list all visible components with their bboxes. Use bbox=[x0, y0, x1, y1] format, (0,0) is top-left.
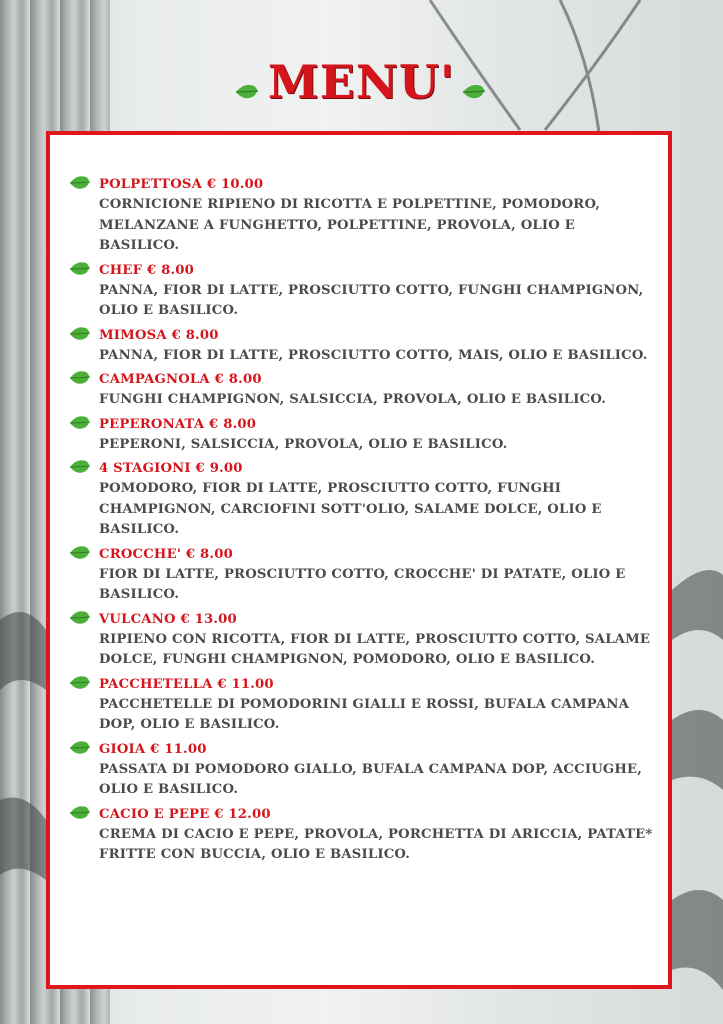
menu-item bbox=[68, 261, 656, 322]
basil-leaf-icon bbox=[68, 260, 94, 282]
basil-leaf-icon bbox=[68, 609, 94, 631]
item-name: MIMOSA € 8.00 bbox=[99, 327, 219, 343]
menu-title-text: MENU' bbox=[267, 55, 456, 109]
basil-leaf-icon bbox=[68, 674, 94, 696]
item-name: 4 STAGIONI € 9.00 bbox=[99, 461, 243, 476]
menu-title bbox=[0, 55, 723, 113]
menu-item bbox=[68, 805, 656, 866]
menu-item bbox=[68, 370, 656, 411]
menu-panel bbox=[46, 131, 672, 989]
basil-leaf-icon bbox=[234, 59, 262, 113]
menu-item bbox=[68, 459, 656, 541]
item-name: CAMPAGNOLA € 8.00 bbox=[99, 372, 262, 387]
item-description: PASSATA DI POMODORO GIALLO, BUFALA CAMPANA DOP, ACCIUGHE, OLIO E BASILICO. bbox=[99, 761, 643, 797]
item-description: RIPIENO CON RICOTTA, FIOR DI LATTE, PROSCIUTTO COTTO, SALAME DOLCE, FUNGHI CHAMPIGNON, POMODORO, OLIO E BASILICO. bbox=[99, 631, 651, 667]
item-description: POMODORO, FIOR DI LATTE, PROSCIUTTO COTTO, FUNGHI CHAMPIGNON, CARCIOFINI SOTT'OLIO, SALAME DOLCE, OLIO E BASILICO. bbox=[99, 481, 602, 537]
basil-leaf-icon bbox=[68, 739, 94, 761]
item-name: POLPETTOSA € 10.00 bbox=[99, 177, 264, 192]
item-name: PACCHETELLA € 11.00 bbox=[99, 676, 274, 692]
menu-item bbox=[68, 326, 656, 367]
menu-item bbox=[68, 675, 656, 736]
item-name: CACIO E PEPE € 12.00 bbox=[99, 806, 271, 822]
item-description: FUNGHI CHAMPIGNON, SALSICCIA, PROVOLA, OLIO E BASILICO. bbox=[99, 392, 607, 407]
basil-leaf-icon bbox=[461, 59, 489, 113]
basil-leaf-icon bbox=[68, 804, 94, 826]
item-name: CHEF € 8.00 bbox=[99, 262, 195, 278]
menu-item bbox=[68, 740, 656, 801]
item-name: VULCANO € 13.00 bbox=[99, 611, 237, 627]
basil-leaf-icon bbox=[68, 369, 94, 391]
item-description: PACCHETELLE DI POMODORINI GIALLI E ROSSI, BUFALA CAMPANA DOP, OLIO E BASILICO. bbox=[99, 696, 630, 732]
menu-item bbox=[68, 175, 656, 257]
basil-leaf-icon bbox=[68, 174, 94, 196]
menu-item bbox=[68, 545, 656, 606]
basil-leaf-icon bbox=[68, 544, 94, 566]
menu-list bbox=[68, 175, 656, 870]
basil-leaf-icon bbox=[68, 458, 94, 480]
menu-item bbox=[68, 610, 656, 671]
item-description: PANNA, FIOR DI LATTE, PROSCIUTTO COTTO, MAIS, OLIO E BASILICO. bbox=[99, 347, 648, 363]
item-description: PEPERONI, SALSICCIA, PROVOLA, OLIO E BASILICO. bbox=[99, 436, 508, 452]
item-name: CROCCHE' € 8.00 bbox=[99, 546, 233, 562]
item-description: PANNA, FIOR DI LATTE, PROSCIUTTO COTTO, FUNGHI CHAMPIGNON, OLIO E BASILICO. bbox=[99, 282, 644, 318]
item-description: FIOR DI LATTE, PROSCIUTTO COTTO, CROCCHE' DI PATATE, OLIO E BASILICO. bbox=[99, 566, 626, 602]
item-description: CORNICIONE RIPIENO DI RICOTTA E POLPETTINE, POMODORO, MELANZANE A FUNGHETTO, POLPETTINE, PROVOLA, OLIO E BASILICO. bbox=[99, 197, 601, 253]
basil-leaf-icon bbox=[68, 325, 94, 347]
item-name: PEPERONATA € 8.00 bbox=[99, 416, 257, 432]
item-name: GIOIA € 11.00 bbox=[99, 741, 207, 757]
basil-leaf-icon bbox=[68, 414, 94, 436]
item-description: CREMA DI CACIO E PEPE, PROVOLA, PORCHETTA DI ARICCIA, PATATE* FRITTE CON BUCCIA, OLIO E BASILICO. bbox=[99, 826, 653, 862]
menu-item bbox=[68, 415, 656, 456]
